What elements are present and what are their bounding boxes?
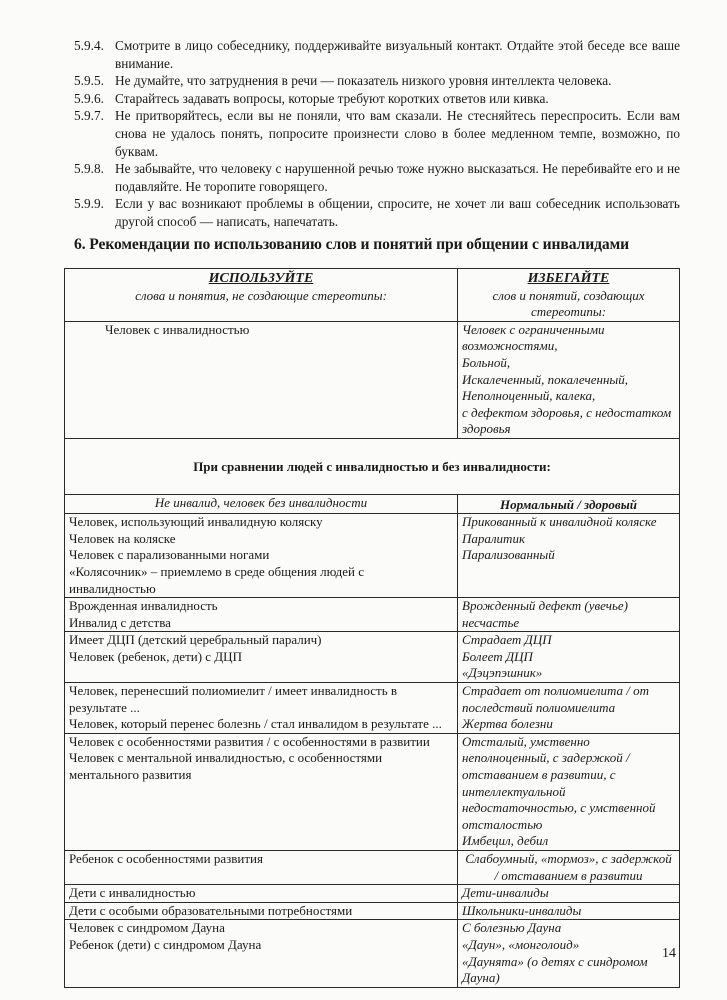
- item-number: 5.9.6.: [74, 90, 104, 106]
- compare-right: Нормальный / здоровый: [458, 494, 680, 514]
- page-number: 14: [662, 946, 676, 961]
- compare-title-row: [65, 438, 680, 494]
- item-text: Не забывайте, что человеку с нарушенной речью тоже нужно высказаться. Не перебивайте его и не подавляйте. Не торопите говорящего.: [115, 161, 680, 194]
- use-cell: Человек, перенесший полиомиелит / имеет инвалидность в результате ... Человек, который перенес болезнь / стал инвалидом в результате ...: [65, 683, 458, 734]
- table-row: [65, 920, 680, 987]
- section-title: 6. Рекомендации по использованию слов и понятий при общении с инвалидами: [74, 236, 629, 253]
- avoid-cell: Прикованный к инвалидной коляске Паралитик Парализованный: [458, 514, 680, 598]
- avoid-cell: С болезнью Дауна «Даун», «монголоид» «Даунята» (о детях с синдромом Дауна): [458, 920, 680, 987]
- use-cell: Человек, использующий инвалидную коляску Человек на коляске Человек с парализованными ногами «Колясочник» – приемлемо в среде общения людей с инвалидностью: [65, 514, 458, 598]
- table-row: [65, 321, 680, 438]
- use-cell: Ребенок с особенностями развития: [65, 851, 458, 885]
- list-item: [74, 195, 680, 230]
- list-item: [74, 72, 680, 90]
- avoid-title: ИЗБЕГАЙТЕ: [527, 271, 610, 286]
- list-item: [74, 37, 680, 72]
- recommendations-table: [64, 268, 680, 988]
- table-row: [65, 902, 680, 920]
- table-row: [65, 683, 680, 734]
- item-text: Не думайте, что затруднения в речи — показатель низкого уровня интеллекта человека.: [115, 73, 612, 89]
- use-cell: Человек с синдромом Дауна Ребенок (дети) с синдромом Дауна: [65, 920, 458, 987]
- use-cell: Дети с инвалидностью: [65, 885, 458, 903]
- avoid-cell: Школьники-инвалиды: [458, 902, 680, 920]
- avoid-cell: Отсталый, умственно неполноценный, с задержкой / отставанием в развитии, с интеллектуальной недостаточностью, с умственной отсталостью Имбецил, дебил: [458, 733, 680, 850]
- item-number: 5.9.4.: [74, 38, 104, 53]
- use-cell: Дети с особыми образовательными потребностями: [65, 902, 458, 920]
- item-text: Не притворяйтесь, если вы не поняли, что вам сказали. Не стесняйтесь переспросить. Если вам снова не удалось понять, попросите произнести слово в более медленном темпе, возможно, по буквам.: [115, 108, 680, 159]
- use-cell: Имеет ДЦП (детский церебральный паралич) Человек (ребенок, дети) с ДЦП: [65, 632, 458, 683]
- item-number: 5.9.8.: [74, 161, 104, 177]
- use-subtitle: слова и понятия, не создающие стереотипы:: [135, 287, 387, 303]
- use-cell: Врожденная инвалидность Инвалид с детства: [65, 598, 458, 632]
- compare-row: [65, 494, 680, 514]
- item-text: Если у вас возникают проблемы в общении, спросите, не хочет ли ваш собеседник использовать другой способ — написать, напечатать.: [115, 196, 680, 229]
- use-header: [65, 269, 458, 322]
- table-row: [65, 851, 680, 885]
- table-header-row: [65, 269, 680, 322]
- item-number: 5.9.5.: [74, 73, 104, 89]
- list-item: [74, 160, 680, 195]
- list-item: [74, 90, 680, 108]
- avoid-cell: Человек с ограниченными возможностями, Больной, Искалеченный, покалеченный, Неполноценный, калека, с дефектом здоровья, с недостатком здоровья: [458, 321, 680, 438]
- avoid-header: [458, 269, 680, 322]
- compare-left: Не инвалид, человек без инвалидности: [65, 494, 458, 514]
- avoid-subtitle: слов и понятий, создающих стереотипы:: [492, 287, 645, 320]
- table-row: [65, 514, 680, 598]
- table-row: [65, 733, 680, 850]
- item-text: Старайтесь задавать вопросы, которые требуют коротких ответов или кивка.: [115, 90, 549, 106]
- item-number: 5.9.7.: [74, 108, 104, 124]
- avoid-cell: Страдает ДЦП Болеет ДЦП «Дэцэпэшник»: [458, 632, 680, 683]
- use-title: ИСПОЛЬЗУЙТЕ: [208, 271, 314, 286]
- avoid-cell: Слабоумный, «тормоз», с задержкой / отставанием в развитии: [458, 851, 680, 885]
- table-row: [65, 885, 680, 903]
- table-row: [65, 598, 680, 632]
- avoid-cell: Дети-инвалиды: [458, 885, 680, 903]
- item-number: 5.9.9.: [74, 196, 104, 212]
- list-item: [74, 107, 680, 160]
- item-text: Смотрите в лицо собеседнику, поддерживайте визуальный контакт. Отдайте этой беседе все ваше внимание.: [115, 38, 680, 71]
- compare-title: При сравнении людей с инвалидностью и без инвалидности:: [65, 438, 680, 494]
- avoid-cell: Врожденный дефект (увечье) несчастье: [458, 598, 680, 632]
- use-cell: Человек с инвалидностью: [65, 321, 458, 438]
- avoid-cell: Страдает от полиомиелита / от последствий полиомиелита Жертва болезни: [458, 683, 680, 734]
- use-cell: Человек с особенностями развития / с особенностями в развитии Человек с ментальной инвалидностью, с особенностями ментального развития: [65, 733, 458, 850]
- table-row: [65, 632, 680, 683]
- recommendations-list: [74, 37, 680, 231]
